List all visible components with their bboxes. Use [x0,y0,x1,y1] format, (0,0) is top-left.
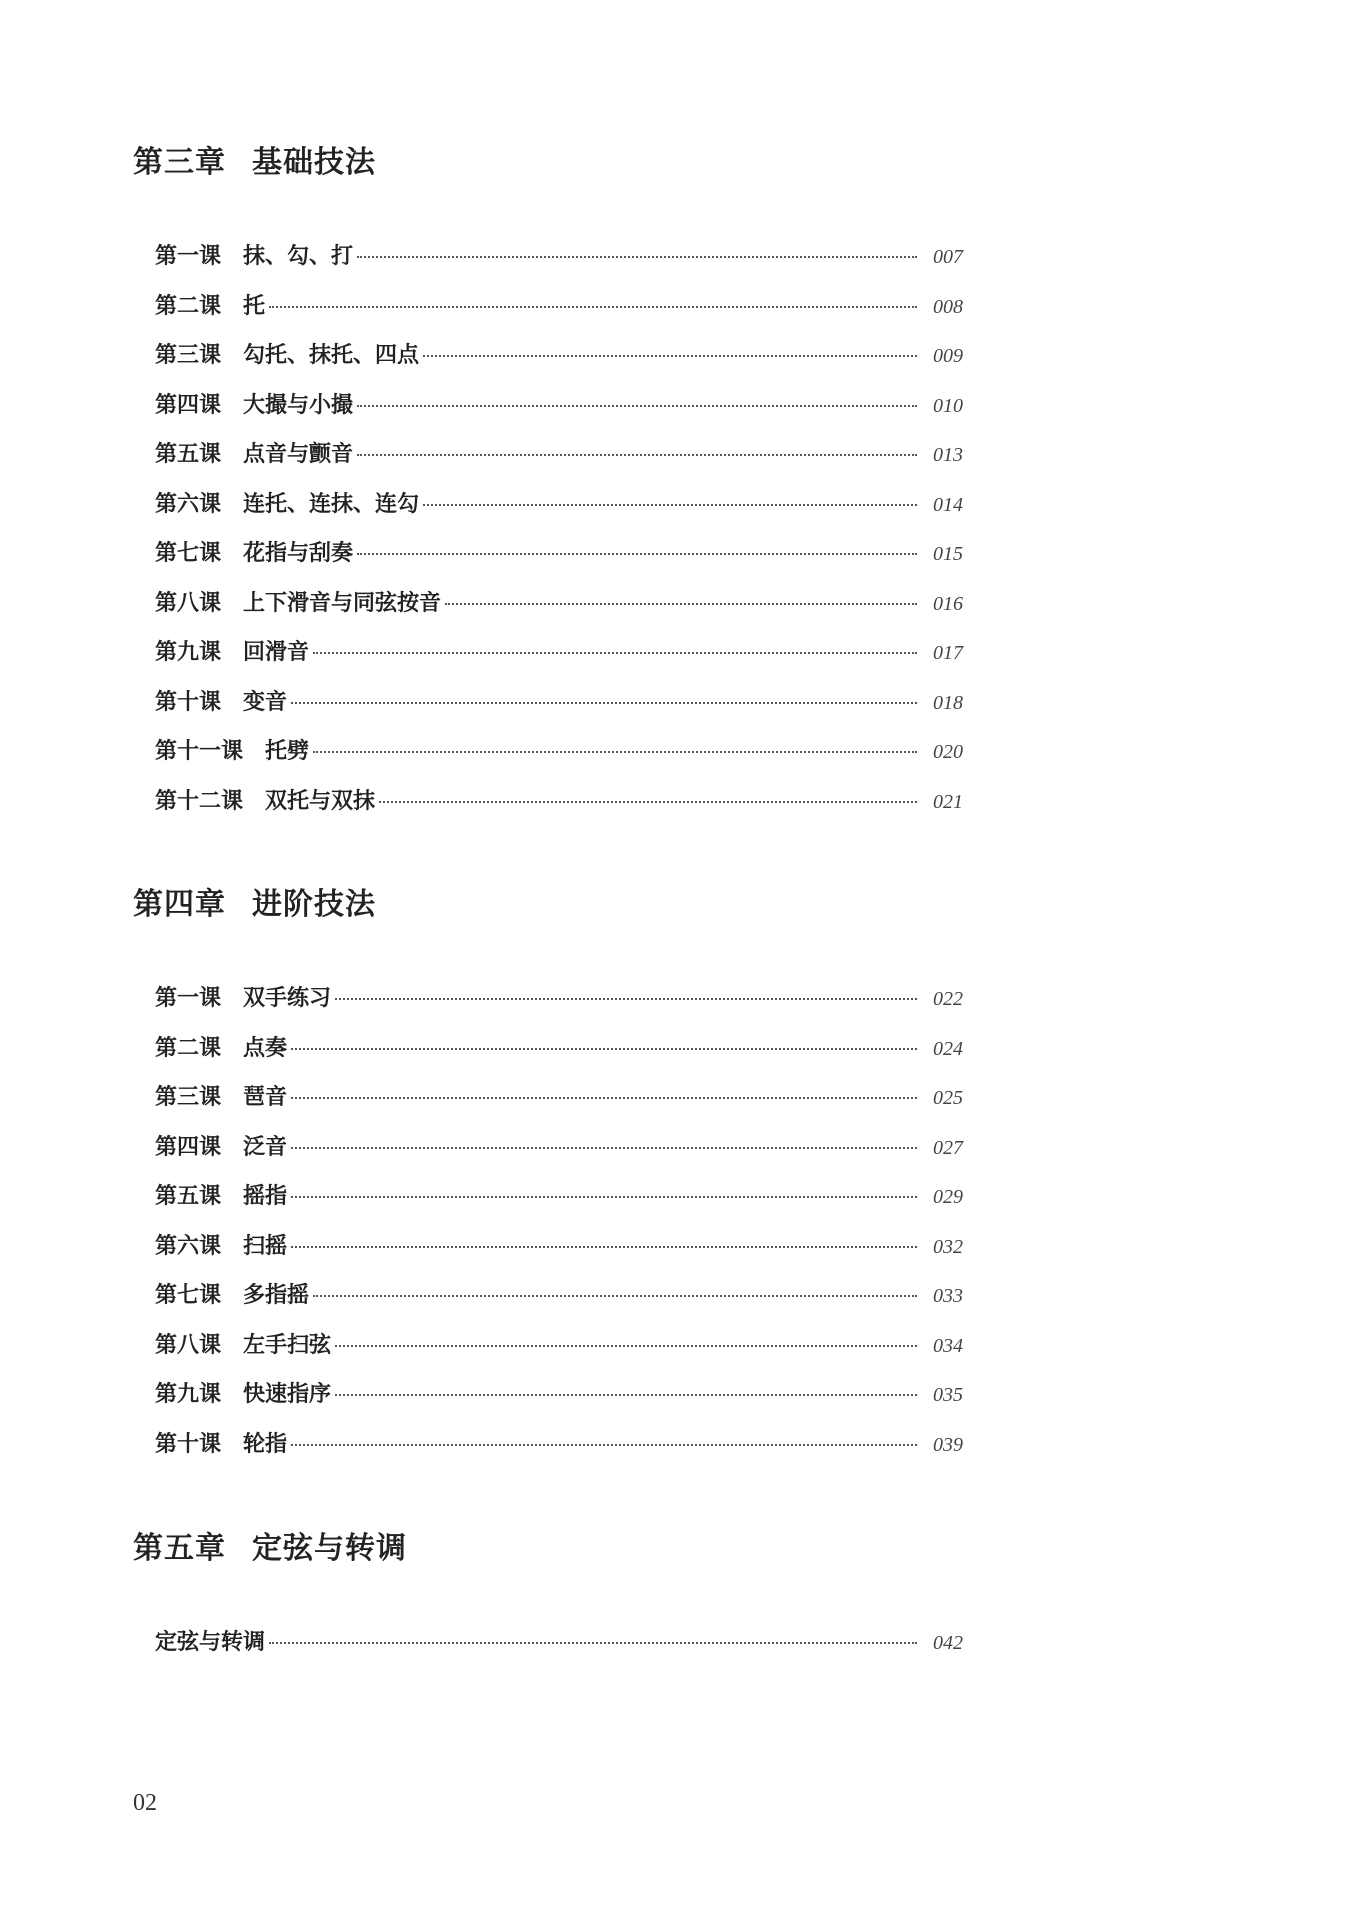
page-number: 025 [933,1087,963,1109]
leader-dots [379,801,917,803]
lesson-number: 第七课 [155,540,222,566]
leader-dots [291,1097,917,1099]
lesson-number: 第九课 [155,1381,222,1407]
chapter-number: 第四章 [133,887,226,922]
lesson-number: 第三课 [155,1084,222,1110]
chapter-number: 第三章 [133,145,226,180]
toc-entry[interactable] [155,289,963,339]
chapter-4 [133,885,963,1476]
toc-entry[interactable] [155,685,963,735]
lesson-list [133,1625,963,1675]
lesson-title: 大撮与小撮 [243,391,354,418]
toc-entry[interactable] [155,1328,963,1378]
lesson-number: 第八课 [155,1331,222,1358]
toc-entry[interactable] [155,437,963,487]
lesson-number: 第二课 [155,1034,222,1061]
page-number: 010 [933,394,963,417]
toc-entry[interactable] [155,1031,963,1081]
lesson-number: 第十课 [155,1430,222,1457]
page-number: 013 [933,444,963,466]
page-number: 024 [933,1037,963,1060]
page-number: 016 [933,592,963,615]
lesson-title: 多指摇 [243,1282,310,1308]
toc-entry[interactable] [155,1278,963,1328]
page-number: 017 [933,642,963,664]
lesson-number: 第十课 [155,688,222,715]
toc-entry[interactable] [155,1427,963,1477]
lesson-title: 变音 [243,688,288,715]
toc-entry[interactable] [155,1080,963,1130]
footer-page-number: 02 [133,1790,157,1816]
page-number: 008 [933,295,963,318]
lesson-title: 轮指 [243,1430,288,1457]
lesson-number: 第五课 [155,1183,222,1209]
lesson-number: 第十二课 [155,787,244,814]
leader-dots [357,454,917,456]
lesson-title: 点奏 [243,1034,288,1061]
leader-dots [269,306,917,308]
lesson-number: 第五课 [155,441,222,467]
lesson-list [133,981,963,1476]
leader-dots [357,256,917,258]
toc-entry[interactable] [155,734,963,784]
lesson-title: 双手练习 [243,985,332,1011]
lesson-title: 勾托、抹托、四点 [243,342,420,368]
leader-dots [423,504,917,506]
lesson-list [133,239,963,833]
leader-dots [291,1246,917,1248]
chapter-5 [133,1529,963,1675]
chapter-number: 第五章 [133,1531,226,1566]
lesson-number: 第四课 [155,1133,222,1160]
lesson-number: 第一课 [155,985,222,1011]
page-number: 033 [933,1285,963,1307]
leader-dots [313,652,917,654]
leader-dots [269,1642,917,1644]
page-number: 032 [933,1235,963,1258]
leader-dots [335,998,917,1000]
toc-entry[interactable] [155,981,963,1031]
lesson-title: 双托与双抹 [265,787,376,814]
toc-entry[interactable] [155,1130,963,1180]
chapter-title [133,1529,963,1569]
lesson-title: 花指与刮奏 [243,540,354,566]
page-number: 034 [933,1334,963,1357]
leader-dots [357,553,917,555]
chapter-title [133,885,963,925]
lesson-title: 快速指序 [243,1381,332,1407]
page-number: 020 [933,741,963,763]
lesson-number: 第七课 [155,1282,222,1308]
lesson-number: 第二课 [155,292,222,319]
lesson-title: 点音与颤音 [243,441,354,467]
page-number: 014 [933,493,963,516]
leader-dots [445,603,917,605]
leader-dots [291,702,917,704]
leader-dots [291,1444,917,1446]
page-number: 039 [933,1433,963,1456]
toc-entry[interactable] [155,1625,963,1675]
lesson-title: 扫摇 [243,1232,288,1259]
lesson-number: 第一课 [155,243,222,269]
toc-entry[interactable] [155,784,963,834]
lesson-title: 抹、勾、打 [243,243,354,269]
chapter-name: 基础技法 [252,145,376,180]
lesson-title: 连托、连抹、连勾 [243,490,420,517]
leader-dots [335,1394,917,1396]
lesson-title: 托 [243,292,266,319]
toc-entry[interactable] [155,239,963,289]
page-number: 018 [933,691,963,714]
page-number: 007 [933,246,963,268]
leader-dots [335,1345,917,1347]
chapter-name: 定弦与转调 [252,1531,407,1566]
page-number: 027 [933,1136,963,1159]
lesson-number: 第八课 [155,589,222,616]
lesson-number: 第三课 [155,342,222,368]
lesson-title: 定弦与转调 [155,1629,266,1655]
lesson-title: 上下滑音与同弦按音 [243,589,442,616]
toc-entry[interactable] [155,1377,963,1427]
toc-entry[interactable] [155,635,963,685]
lesson-number: 第十一课 [155,738,244,764]
chapter-3 [133,143,963,833]
toc-entry[interactable] [155,388,963,438]
toc-entry[interactable] [155,1179,963,1229]
leader-dots [291,1196,917,1198]
page-number: 029 [933,1186,963,1208]
lesson-title: 托劈 [265,738,310,764]
leader-dots [423,355,917,357]
toc-entry[interactable] [155,536,963,586]
lesson-title: 回滑音 [243,639,310,665]
toc-entry[interactable] [155,338,963,388]
lesson-number: 第九课 [155,639,222,665]
toc-entry[interactable] [155,1229,963,1279]
page-number: 035 [933,1384,963,1406]
lesson-number: 第四课 [155,391,222,418]
chapter-name: 进阶技法 [252,887,376,922]
lesson-title: 琶音 [243,1084,288,1110]
chapter-title [133,143,963,183]
lesson-number: 第六课 [155,490,222,517]
page-number: 009 [933,345,963,367]
toc-entry[interactable] [155,487,963,537]
page-number: 015 [933,543,963,565]
page-number: 021 [933,790,963,813]
leader-dots [313,751,917,753]
lesson-number: 第六课 [155,1232,222,1259]
lesson-title: 泛音 [243,1133,288,1160]
leader-dots [357,405,917,407]
leader-dots [291,1147,917,1149]
leader-dots [313,1295,917,1297]
page-number: 042 [933,1632,963,1654]
leader-dots [291,1048,917,1050]
toc-entry[interactable] [155,586,963,636]
page-number: 022 [933,988,963,1010]
lesson-title: 左手扫弦 [243,1331,332,1358]
lesson-title: 摇指 [243,1183,288,1209]
